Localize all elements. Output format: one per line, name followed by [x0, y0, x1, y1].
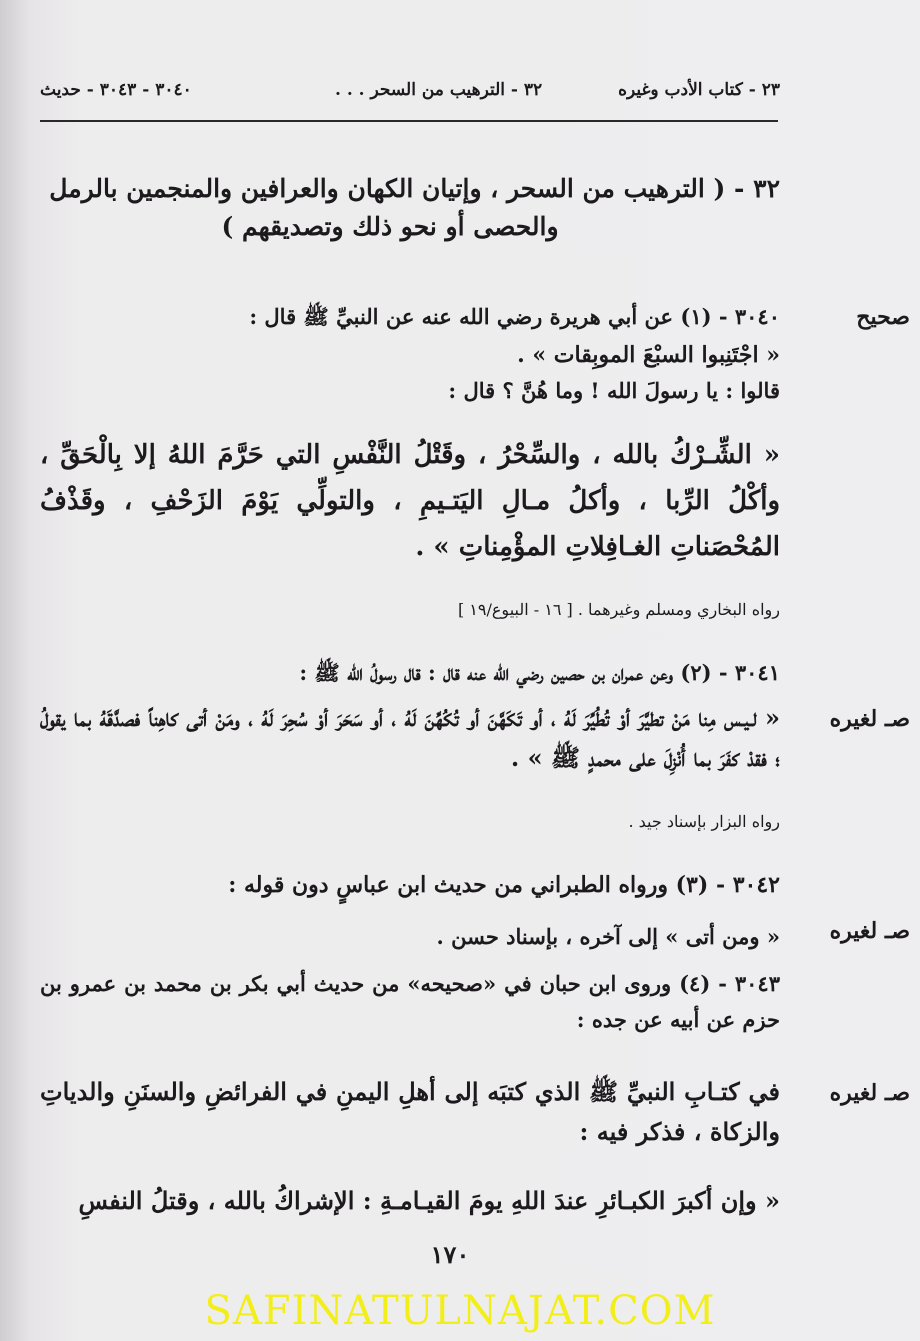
grade-label-3041: صـ لغيره [829, 706, 910, 732]
hadith-3042-intro: ٣٠٤٢ - (٣) ورواه الطبراني من حديث ابن عباسٍ دون قوله : [228, 872, 780, 898]
hadith-3043-body2: « وإن أكبرَ الكبـائرِ عندَ اللهِ يومَ القيـامـةِ : الإشراكُ بالله ، وقتلُ النفسِ [78, 1186, 780, 1215]
header-hadith-range: ٣٠٤٠ - ٣٠٤٣ - حديث [40, 80, 192, 100]
header-book-title: ٢٣ - كتاب الأدب وغيره [618, 80, 780, 100]
hadith-3040-body: « الشِّـرْكُ بالله ، والسِّحْرُ ، وقَتْلُ النَّفْسِ التي حَرَّمَ اللهُ إلا بِالْحَقِّ ، وأكْلُ الرِّبا ، وأكلُ مـالِ اليَتـيمِ ، والتولِّي يَوْمَ الزَحْفِ ، وقَذْفُ المُحْصَناتِ الغـافِلاتِ المؤْمِناتِ » . [40, 440, 780, 562]
hadith-3043-body1: في كتـابِ النبيِّ ﷺ الذي كتبَه إلى أهلِ اليمنِ في الفرائضِ والسنَنِ والدياتِ والزكاة ، فذكر فيه : [40, 1077, 780, 1146]
hadith-3042-quote: « ومن أتى » إلى آخره ، بإسناد حسن . [436, 924, 780, 949]
hadith-3040-quote: « اجْتَنِبوا السبْعَ الموبِقات » . [517, 342, 780, 368]
hadith-3040-intro: ٣٠٤٠ - (١) عن أبي هريرة رضي الله عنه عن النبيِّ ﷺ قال : [249, 304, 780, 329]
hadith-3040-source: رواه البخاري ومسلم وغيرهما . [ ١٦ - البيوع/١٩ ] [457, 600, 780, 619]
hadith-3043-intro: ٣٠٤٣ - (٤) وروى ابن حبان في «صحيحه» من حديث أبي بكر بن محمد بن عمرو بن حزم عن أبيه عن جده : [40, 971, 780, 1032]
hadith-3041-body: « لـيـس مِنا مَنْ تطيَّرَ أوْ تُطُيِّرَ لَهُ ، أو تَكَهَّنَ أو تُكُهِّنَ لَهُ ، أو سَحَرَ أوْ سُحِرَ لَهُ ، ومَنْ أتى كاهِناً فصدَّقَهُ بما يقولُ ؛ فقدْ كفَرَ بما أُنْزِلَ على محمدٍ ﷺ » . [40, 703, 780, 772]
chapter-title-line2: والحصى أو نحو ذلك وتصديقهم ) [221, 212, 559, 241]
header-chapter-title: ٣٢ - الترهيب من السحر . . . [335, 80, 543, 100]
running-header [40, 74, 780, 110]
grade-label-3042: صـ لغيره [829, 918, 910, 944]
hadith-3040-question: قالوا : يا رسولَ الله ! وما هُنَّ ؟ قال : [448, 378, 780, 403]
grade-label-3040: صحيح [856, 304, 910, 330]
hadith-3041-source: رواه البزار بإسناد جيد . [628, 812, 780, 831]
hadith-3041-intro: ٣٠٤١ - (٢) وعن عمران بن حصين رضي الله عنه قال : قال رسولُ الله ﷺ : [299, 660, 780, 685]
grade-label-3043: صـ لغيره [829, 1080, 910, 1106]
site-watermark: SAFINATULNAJAT.COM [204, 1288, 716, 1334]
page-number: ١٧٠ [430, 1240, 470, 1269]
header-divider [40, 120, 778, 122]
chapter-title [40, 170, 780, 246]
chapter-title-line1: ٣٢ - ( الترهيب من السحر ، وإتيان الكهان والعرافين والمنجمين بالرمل [49, 174, 780, 203]
